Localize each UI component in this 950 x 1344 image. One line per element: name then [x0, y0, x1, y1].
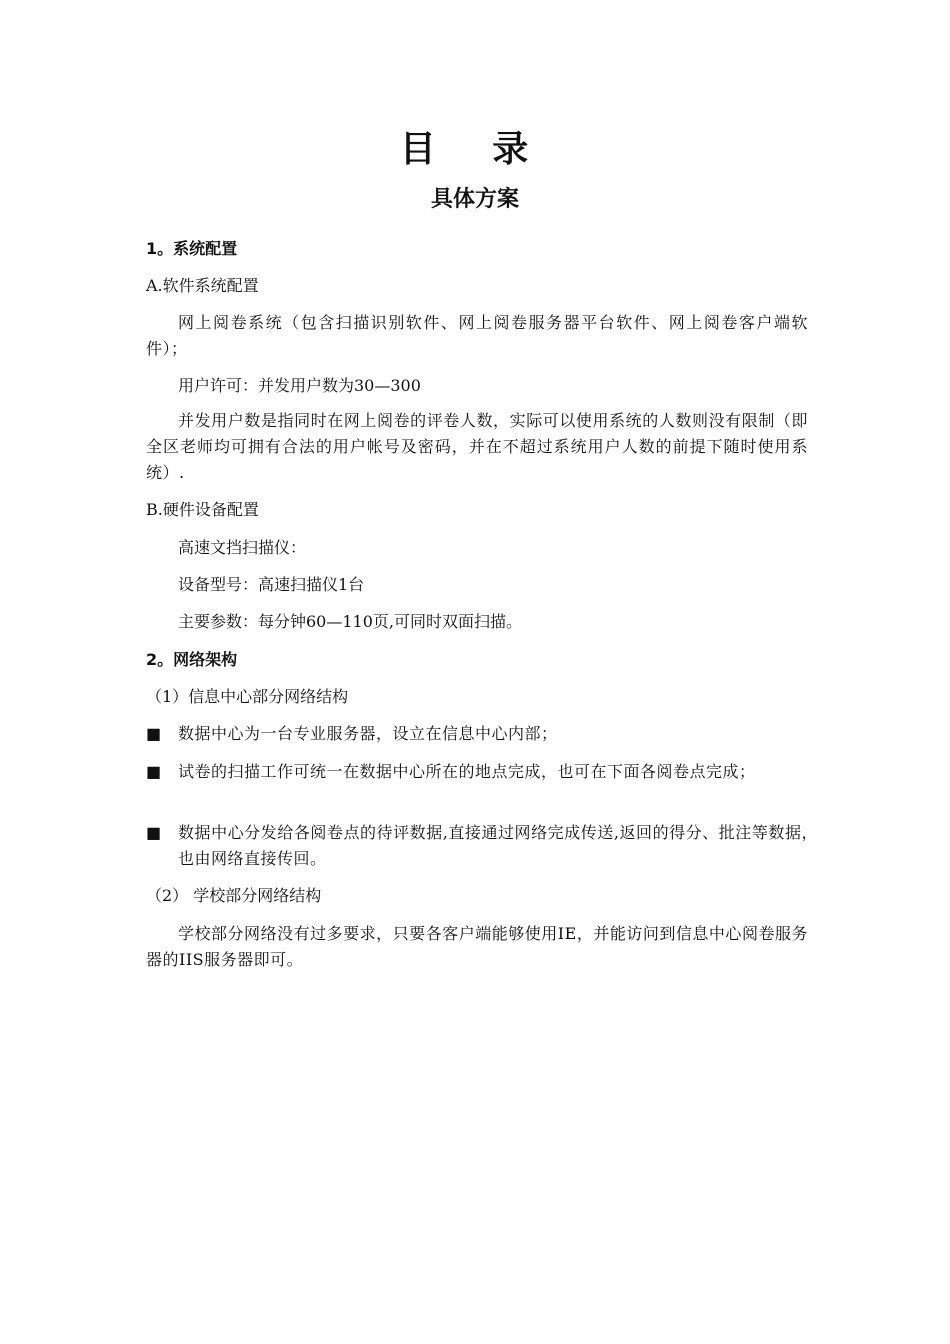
- bullet-square-icon: ■: [146, 762, 162, 781]
- scanner-line: 高速文挡扫描仪：: [178, 538, 307, 557]
- bullet-item: [146, 759, 818, 785]
- device-model-line: 设备型号：高速扫描仪1台: [178, 575, 365, 594]
- main-params-line: 主要参数：每分钟60—110页,可同时双面扫描。: [178, 612, 522, 631]
- info-center-network-subheading: （1）信息中心部分网络结构: [146, 687, 349, 706]
- software-system-paragraph: 网上阅卷系统（包含扫描识别软件、网上阅卷服务器平台软件、网上阅卷客户端软件）；: [146, 313, 808, 358]
- school-network-subheading: （2） 学校部分网络结构: [146, 886, 322, 905]
- school-network-paragraph: 学校部分网络没有过多要求，只要各客户端能够使用IE，并能访问到信息中心阅卷服务器的IIS服务器即可。: [146, 924, 808, 969]
- bullet-text: 数据中心为一台专业服务器，设立在信息中心内部；: [178, 724, 558, 743]
- user-license-line: 用户许可：并发用户数为30—300: [178, 376, 421, 395]
- bullet-item: [146, 820, 818, 872]
- concurrent-users-paragraph: 并发用户数是指同时在网上阅卷的评卷人数，实际可以使用系统的人数则没有限制（即全区老师均可拥有合法的用户帐号及密码，并在不超过系统用户人数的前提下随时使用系统）.: [146, 411, 808, 482]
- bullet-square-icon: ■: [146, 823, 162, 842]
- software-config-label: A.软件系统配置: [146, 276, 259, 295]
- bullet-square-icon: ■: [146, 724, 162, 743]
- page-subtitle: 具体方案: [430, 187, 519, 212]
- bullet-item: [146, 721, 818, 747]
- page-title: 目 录: [399, 129, 551, 170]
- bullet-text: 试卷的扫描工作可统一在数据中心所在的地点完成，也可在下面各阅卷点完成；: [178, 762, 756, 781]
- section2-heading: 2。网络架构: [146, 650, 238, 669]
- section1-heading: 1。系统配置: [146, 239, 238, 258]
- bullet-text: 数据中心分发给各阅卷点的待评数据,直接通过网络完成传送,返回的得分、批注等数据，也由网络直接传回。: [178, 823, 818, 868]
- hardware-config-label: B.硬件设备配置: [146, 500, 259, 519]
